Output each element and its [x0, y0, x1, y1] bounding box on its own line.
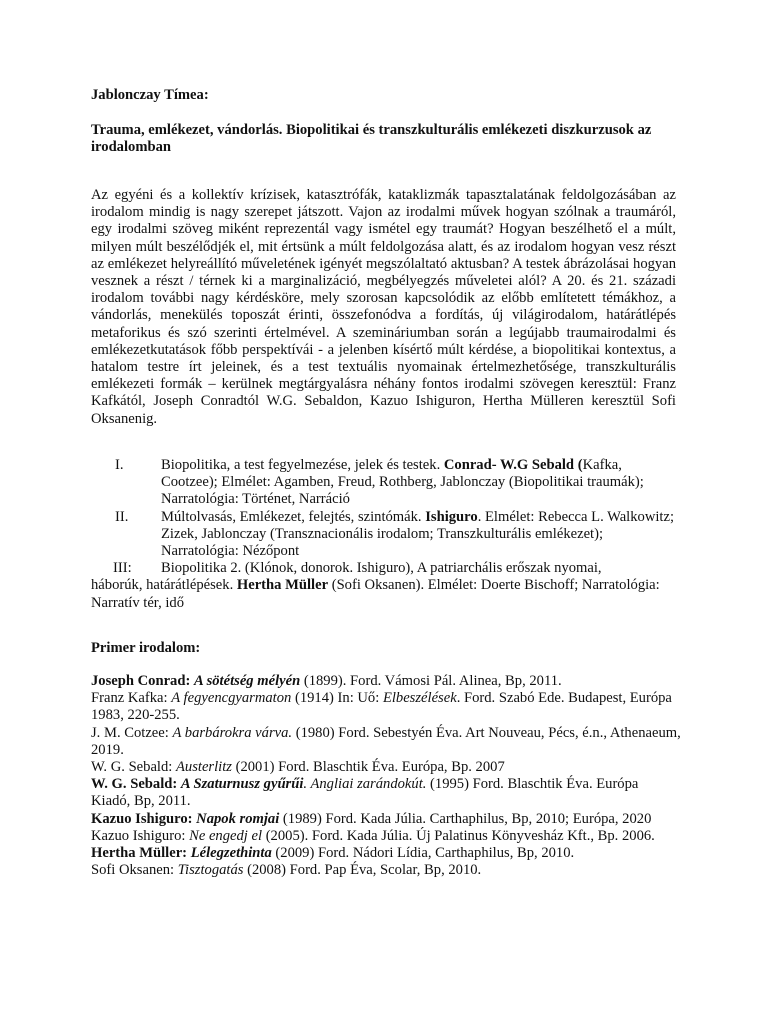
reference-list [91, 673, 681, 879]
unit-topic: Biopolitika 2. (Klónok, donorok. Ishiguro), A patriarchális erőszak nyomai, [161, 560, 602, 577]
unit-number: I. [115, 457, 124, 473]
author-name: Jablonczay Tímea: [91, 87, 209, 103]
unit-topic: Biopolitika, a test fegyelmezése, jelek és testek. [161, 457, 444, 473]
reference-item: Kazuo Ishiguro: Ne engedj el (2005). Ford. Kada Júlia. Új Palatinus Könyvesház Kft., Bp. 2006. [91, 827, 655, 844]
unit-author: Conrad- W.G Sebald ( [443, 457, 583, 473]
reference-item: Hertha Müller: Lélegzethinta (2009) Ford. Nádori Lídia, Carthaphilus, Bp, 2010. [91, 845, 575, 862]
unit-author: Hertha Müller [236, 577, 329, 594]
primary-literature-heading: Primer irodalom: [91, 640, 201, 656]
unit-topic-cont: háborúk, határátlépések. [91, 577, 237, 594]
reference-item: W. G. Sebald: Austerlitz (2001) Ford. Blaschtik Éva. Európa, Bp. 2007 [91, 759, 505, 776]
reference-item: Franz Kafka: A fegyencgyarmaton (1914) In: Uő: Elbeszélések. Ford. Szabó Ede. Budapest, Európa 1983, 220-255. [91, 690, 672, 724]
unit-topic: Múltolvasás, Emlékezet, felejtés, szintómák. [161, 508, 426, 525]
unit-author: Ishiguro [425, 508, 478, 525]
syllabus-unit [91, 509, 681, 561]
syllabus-unit [91, 560, 681, 612]
course-title: Trauma, emlékezet, vándorlás. Biopolitikai és transzkulturális emlékezeti diszkurzusok az irodalomban [91, 122, 652, 156]
syllabus-list [91, 457, 681, 612]
unit-number: III: [113, 560, 132, 577]
reference-item: J. M. Cotzee: A barbárokra várva. (1980) Ford. Sebestyén Éva. Art Nouveau, Pécs, é.n., Athenaeum, 2019. [91, 724, 681, 758]
abstract-paragraph: Az egyéni és a kollektív krízisek, katasztrófák, kataklizmák tapasztalatának feldolgozásában az irodalom mindig is nagy szerepet játszott. Vajon az irodalmi művek hogyan szólnak a traumáról, egy irodalmi szöveg miként reprezentál vagy ismétel egy traumát? Hogyan beszélhető el a múlt, milyen múlt beszélődjék el, mit értsünk a múlt feldolgozása alatt, és az irodalom hogyan vesz részt az emlékezet helyreállító műveletének igényét megszólaltató aktusban? A testek ábrázolásai hogyan vesznek a részt / térnek ki a marginalizáció, megbélyegzés műveletei alól? A 20. és 21. századi irodalom további nagy kérdésköre, mely szorosan kapcsolódik az előbb említetett témákhoz, a vándorlás, menekülés toposzát érinti, összefonódva a fordítás, új világirodalom, határátlépés metaforikus és szó szerinti értelmével. A szemináriumban során a legújabb traumairodalmi és emlékezetkutatások főbb perspektívái - a jelenben kísértő múlt kérdése, a biopolitikai kontextus, a hatalom testre írt jeleinek, és a test textuális nyomainak értelmezhetősége, transzkulturális emlékezeti formák – kerülnek megtárgyalásra néhány fontos irodalmi szövegen keresztül: Franz Kafkától, Joseph Conradtól W.G. Sebaldon, Kazuo Ishiguron, Hertha Mülleren keresztül Sofi Oksanenig. [91, 187, 676, 427]
reference-item: W. G. Sebald: A Szaturnusz gyűrűi. Angliai zarándokút. (1995) Ford. Blaschtik Éva. Európa Kiadó, Bp, 2011. [91, 776, 639, 810]
unit-details: (Sofi Oksanen). Elmélet: Doerte Bischoff; Narratológia: Narratív tér, idő [91, 577, 660, 611]
unit-details: . Elmélet: Rebecca L. Walkowitz; Zizek, Jablonczay (Transznacionális irodalom; Transzkulturális emlékezet); Narratológia: Nézőpont [161, 508, 675, 560]
reference-item: Joseph Conrad: A sötétség mélyén (1899). Ford. Vámosi Pál. Alinea, Bp, 2011. [91, 673, 562, 689]
syllabus-unit [91, 457, 681, 509]
unit-details: Kafka, Cootzee); Elmélet: Agamben, Freud, Rothberg, Jablonczay (Biopolitikai traumák); Narratológia: Történet, Narráció [161, 457, 644, 508]
unit-number: II. [115, 508, 129, 525]
reference-item: Sofi Oksanen: Tisztogatás (2008) Ford. Pap Éva, Scolar, Bp, 2010. [91, 862, 482, 879]
reference-item: Kazuo Ishiguro: Napok romjai (1989) Ford. Kada Júlia. Carthaphilus, Bp, 2010; Európa, 2020 [91, 810, 652, 827]
